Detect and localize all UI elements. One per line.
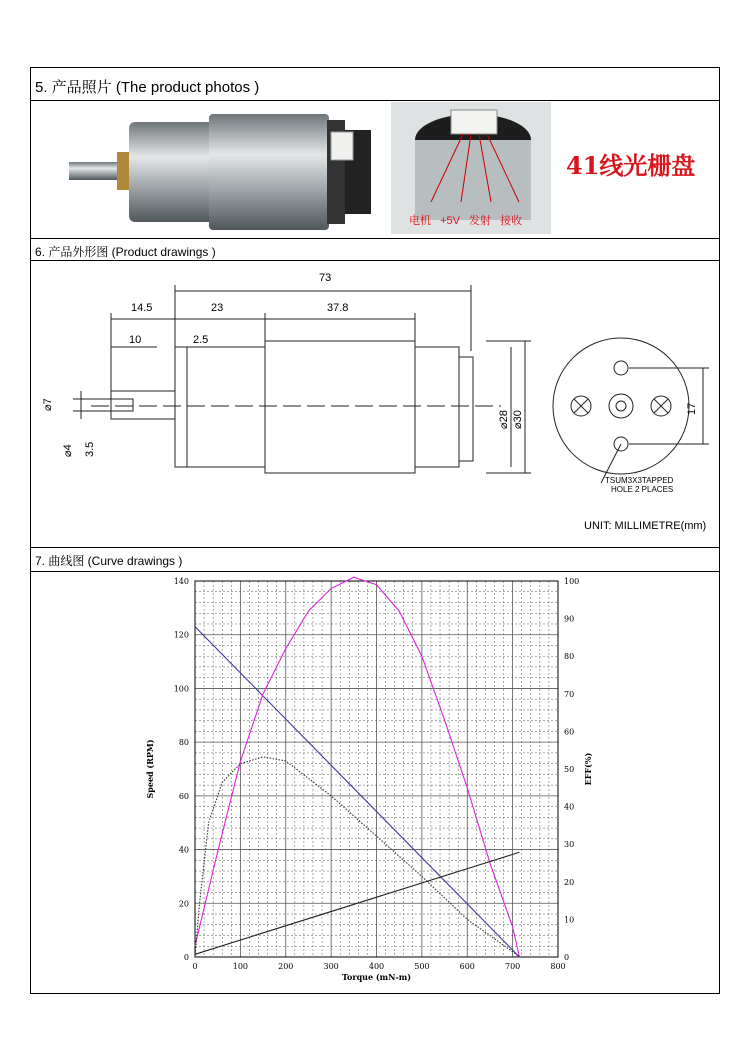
y2-tick-label: 30 — [564, 840, 575, 850]
y-tick-label: 20 — [178, 899, 189, 909]
y2-tick-label: 90 — [564, 614, 575, 624]
wire-label-motor: 电机 — [409, 215, 431, 227]
series-line-1 — [195, 577, 519, 957]
dim-shaft-diameter: ⌀7 — [42, 398, 54, 411]
y-tick-label: 0 — [183, 953, 189, 962]
x-tick-label: 600 — [459, 962, 475, 971]
x-tick-label: 400 — [368, 962, 385, 971]
series-line-0 — [195, 627, 519, 957]
x-tick-label: 500 — [414, 962, 430, 971]
dim-flat-length: 10 — [129, 334, 142, 346]
y-tick-label: 140 — [173, 577, 189, 586]
x-axis-label: Torque (mN-m) — [341, 972, 412, 982]
x-tick-label: 300 — [323, 962, 339, 971]
section-title-photos: 5. 产品照片 (The product photos ) — [35, 79, 260, 96]
hole-note-line1: TSUM3X3TAPPED — [605, 476, 674, 485]
y2-tick-label: 60 — [564, 727, 575, 737]
x-tick-label: 800 — [550, 962, 566, 971]
section-title-drawings: 6. 产品外形图 (Product drawings ) — [35, 245, 216, 259]
y2-tick-label: 70 — [564, 689, 575, 699]
y-tick-label: 60 — [178, 791, 189, 801]
y-tick-label: 80 — [178, 738, 189, 748]
y-tick-label: 100 — [173, 684, 189, 694]
section-title-curves: 7. 曲线图 (Curve drawings ) — [35, 554, 183, 568]
y-tick-label: 40 — [178, 845, 189, 855]
spec-sheet-frame — [30, 67, 720, 994]
dim-motor-length: 37.8 — [327, 302, 349, 314]
dim-collar: 2.5 — [193, 334, 209, 346]
y2-tick-label: 0 — [564, 953, 570, 962]
x-tick-label: 200 — [278, 962, 294, 971]
dim-motor-diameter: ⌀30 — [512, 410, 524, 429]
dim-hole-spacing: 17 — [686, 402, 698, 415]
x-tick-label: 0 — [192, 962, 198, 971]
series-line-2 — [195, 757, 519, 957]
y2-tick-label: 80 — [564, 652, 575, 662]
performance-chart — [31, 572, 721, 992]
chart-series — [195, 577, 519, 957]
wire-label-emit: 发射 — [469, 215, 492, 227]
y2-tick-label: 100 — [564, 577, 580, 586]
dim-flat-diameter: ⌀4 — [62, 444, 74, 457]
wire-label-5v: +5V — [440, 215, 460, 227]
dim-total-length: 73 — [319, 272, 332, 284]
x-tick-label: 700 — [504, 962, 521, 971]
hole-note-line2: HOLE 2 PLACES — [611, 485, 674, 494]
y2-tick-label: 20 — [564, 877, 575, 887]
y2-tick-label: 40 — [564, 802, 575, 812]
dim-shaft-length: 14.5 — [131, 302, 153, 314]
section-header-curves — [31, 68, 719, 572]
dim-gearbox-length: 23 — [211, 302, 224, 314]
y2-tick-label: 10 — [564, 915, 575, 925]
dim-gearbox-diameter: ⌀28 — [498, 410, 510, 429]
y2-axis-label: EFF(%) — [583, 752, 593, 786]
unit-note: UNIT: MILLIMETRE(mm) — [584, 520, 707, 532]
dim-flat-height: 3.5 — [84, 441, 96, 457]
encoder-disc-label: 41线光栅盘 — [566, 151, 696, 180]
wire-label-receive: 接收 — [500, 215, 523, 227]
x-tick-label: 100 — [232, 962, 249, 971]
y-axis-label: Speed (RPM) — [145, 739, 155, 799]
y-tick-label: 120 — [173, 630, 189, 640]
y2-tick-label: 50 — [564, 765, 575, 774]
